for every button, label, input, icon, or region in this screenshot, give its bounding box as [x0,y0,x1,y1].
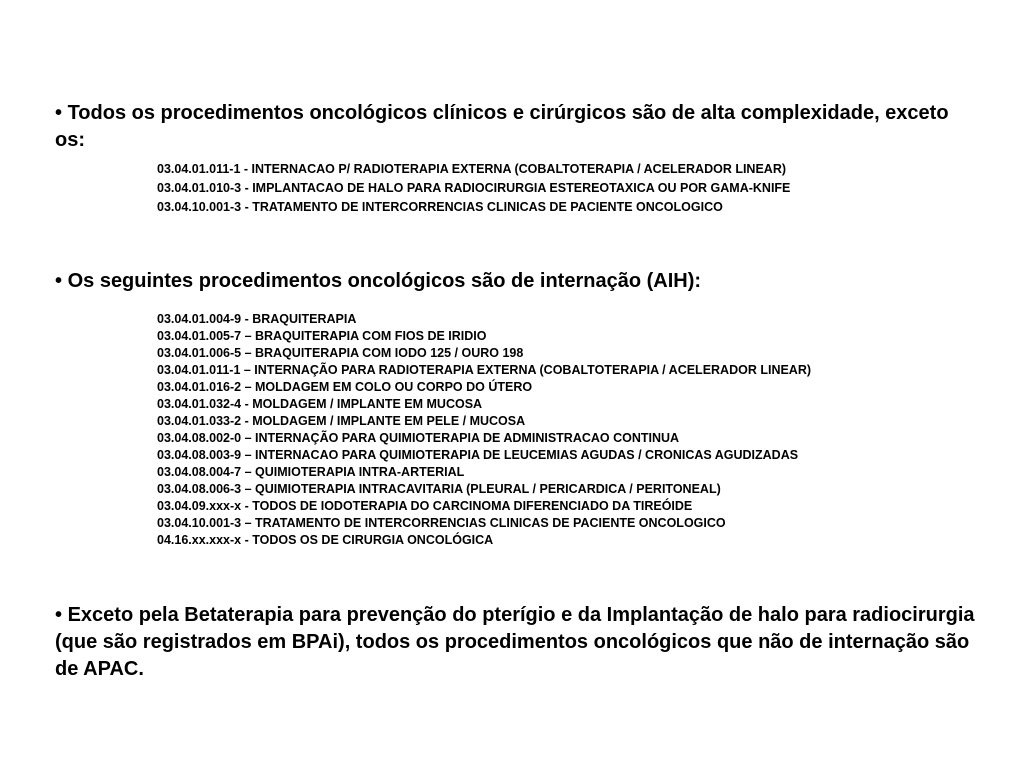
list-item: 03.04.01.010-3 - IMPLANTACAO DE HALO PARA RADIOCIRURGIA ESTEREOTAXICA OU POR GAMA-KNIFE [157,181,791,195]
list-item: 04.16.xx.xxx-x - TODOS OS DE CIRURGIA ONCOLÓGICA [157,533,494,547]
list-item: 03.04.01.032-4 - MOLDAGEM / IMPLANTE EM MUCOSA [157,397,483,411]
list-item: 03.04.01.005-7 – BRAQUITERAPIA COM FIOS DE IRIDIO [157,329,487,343]
list-item: 03.04.01.033-2 - MOLDAGEM / IMPLANTE EM PELE / MUCOSA [157,414,526,428]
list-item: 03.04.01.006-5 – BRAQUITERAPIA COM IODO 125 / OURO 198 [157,346,524,360]
list-item: 03.04.08.004-7 – QUIMIOTERAPIA INTRA-ARTERIAL [157,465,465,479]
exception-procedure-list [157,160,1017,217]
list-item: 03.04.01.011-1 – INTERNAÇÃO PARA RADIOTERAPIA EXTERNA (COBALTOTERAPIA / ACELERADOR LINEAR) [157,363,812,377]
list-item: 03.04.08.003-9 – INTERNACAO PARA QUIMIOTERAPIA DE LEUCEMIAS AGUDAS / CRONICAS AGUDIZADAS [157,448,799,462]
paragraph-high-complexity [55,100,975,154]
list-item: 03.04.10.001-3 - TRATAMENTO DE INTERCORRENCIAS CLINICAS DE PACIENTE ONCOLOGICO [157,200,723,214]
paragraph-aih-procedures-text: Os seguintes procedimentos oncológicos são de internação (AIH): [67,270,702,292]
aih-procedure-list [157,311,1017,549]
list-item: 03.04.09.xxx-x - TODOS DE IODOTERAPIA DO CARCINOMA DIFERENCIADO DA TIREÓIDE [157,499,693,513]
bullet-3: • [55,604,63,626]
paragraph-apac-text: Exceto pela Betaterapia para prevenção do pterígio e da Implantação de halo para radiocirurgia (que são registrados em BPAi), todos os procedimentos oncológicos que não de internação são de APAC. [55,604,975,680]
paragraph-high-complexity-text: Todos os procedimentos oncológicos clínicos e cirúrgicos são de alta complexidade, exceto os: [55,102,949,151]
list-item: 03.04.08.006-3 – QUIMIOTERAPIA INTRACAVITARIA (PLEURAL / PERICARDICA / PERITONEAL) [157,482,721,496]
paragraph-apac [55,602,975,683]
list-item: 03.04.01.016-2 – MOLDAGEM EM COLO OU CORPO DO ÚTERO [157,380,533,394]
list-item: 03.04.08.002-0 – INTERNAÇÃO PARA QUIMIOTERAPIA DE ADMINISTRACAO CONTINUA [157,431,680,445]
bullet-1: • [55,102,63,124]
paragraph-aih-procedures [55,268,975,295]
bullet-2: • [55,270,63,292]
list-item: 03.04.01.011-1 - INTERNACAO P/ RADIOTERAPIA EXTERNA (COBALTOTERAPIA / ACELERADOR LINEAR) [157,162,787,176]
list-item: 03.04.10.001-3 – TRATAMENTO DE INTERCORRENCIAS CLINICAS DE PACIENTE ONCOLOGICO [157,516,726,530]
list-item: 03.04.01.004-9 - BRAQUITERAPIA [157,312,357,326]
